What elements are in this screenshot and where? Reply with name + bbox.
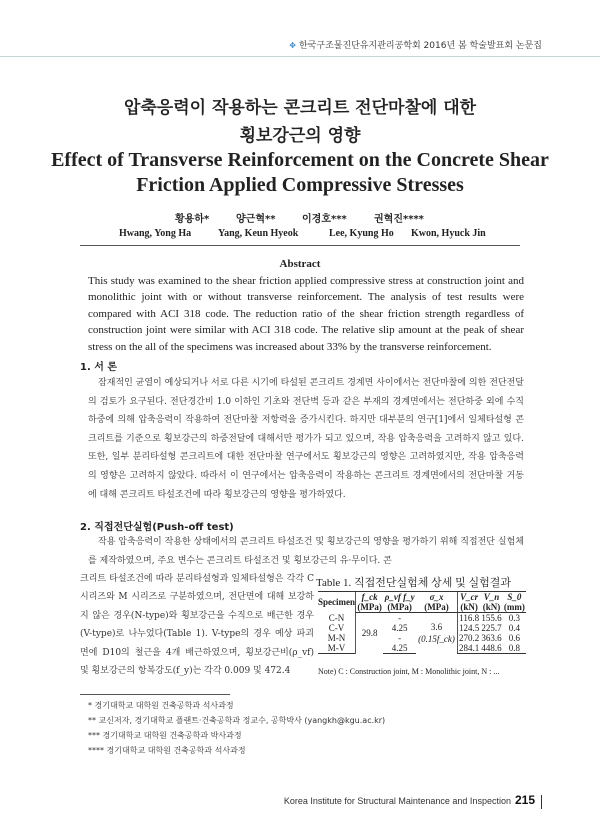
header-divider <box>0 56 600 57</box>
table-1-note: Note) C : Construction joint, M : Monolithic joint, N : ... <box>318 667 500 676</box>
section-1-heading: 1. 서 론 <box>80 362 118 373</box>
author-1-ko: 황용하* <box>175 214 210 225</box>
sigma-merged: 3.6 (0.15f_ck) <box>418 622 455 645</box>
unit-rho: (MPa) <box>383 602 416 613</box>
section-1-text: 잠재적인 균열이 예상되거나 서로 다른 시기에 타설된 콘크리트 경계면 사이에서는 전단마찰에 의한 전단전달의 검토가 요구된다. 전단경간비 1.0 이하인 기초와 전단벽 등과 같은 부재의 경계면에서는 전단하중 외에 수직하중에 의해 압축응력이 작용하여 전단마찰 저항력을 증가시킨다. 하지만 대부분의 연구[1]에서 일체타설형 콘크리트를 기준으로 횡보강근의 하중전달에 대해서만 평가가 되고 있으며, 작용 압축응력을 고려하지 않고 있다. 또한, 일부 분리타설형 콘크리트에 대한 전단마찰 연구에서도 횡보강근의 영향은 고려하였지만, 작용 압축응력의 영향은 고려하지 않았다. 따라서 이 연구에서는 압축응력이 작용하는 콘크리트 경계면에서의 전단마찰 거동에 대해 콘크리트 타설조건에 따라 횡보강근의 영향을 평가하였다. <box>88 378 524 500</box>
english-title: Effect of Transverse Reinforcement on the Concrete Shear Friction Applied Compressive Stresses <box>51 149 549 196</box>
col-vcr: V_cr <box>457 592 480 603</box>
col-fck: f_ck <box>356 592 384 603</box>
footnote-3: *** 경기대학교 대학원 건축공학과 박사과정 <box>88 731 242 740</box>
section-2-text-top: 작용 압축응력이 작용한 상태에서의 콘크리트 타설조건 및 횡보강근의 영향을 평가하기 위해 직접전단 실험체를 제작하였으며, 주요 변수는 콘크리트 타설조건 및 횡보강근의 유·무이다. 콘 <box>88 537 524 566</box>
author-4-en: Kwon, Hyuck Jin <box>411 228 486 239</box>
table-1 <box>318 591 526 654</box>
author-2-en: Yang, Keun Hyeok <box>218 228 299 239</box>
col-rho: ρ_vf f_y <box>384 592 415 602</box>
author-2-ko: 양근혁** <box>236 214 276 225</box>
section-2-heading: 2. 직접전단실험(Push-off test) <box>80 522 234 533</box>
unit-fck: (MPa) <box>357 602 382 612</box>
abstract-text: This study was examined to the shear friction applied compressive stress at construction joint and monolithic joint with or without transverse reinforcement. The analysis of test results were compared with ACI 318 code. The reduction ratio of the shear friction strength regardless of construction joint were similar with ACI 318 code. The relative slip amount at the peak of shear stress on the all of the specimens was increased about 33% by the transverse reinforcement. <box>88 275 524 353</box>
footnote-4: **** 경기대학교 대학원 건축공학과 석사과정 <box>88 746 246 755</box>
author-3-ko: 이경호*** <box>302 214 347 225</box>
col-sigma: σ_x <box>416 592 457 603</box>
abstract-heading: Abstract <box>279 258 321 270</box>
author-4-ko: 권혁진**** <box>374 214 424 225</box>
unit-sigma: (MPa) <box>416 602 457 613</box>
table-row: C-V 4.25 124.5 225.7 0.4 <box>328 623 520 633</box>
page-number: 215 <box>514 793 535 807</box>
unit-vcr: (kN) <box>457 602 480 613</box>
footnote-2: ** 교신저자, 경기대학교 플랜트·건축공학과 정교수, 공학박사 (yangkh@kgu.ac.kr) <box>88 716 386 725</box>
authors-divider <box>80 245 520 246</box>
unit-vn: (kN) <box>480 602 502 613</box>
section-2-text-left: 크리트 타설조건에 따라 분리타설형과 일체타설형은 각각 C 시리즈와 M 시리즈로 구분하였으며, 전단면에 대해 보강하지 않은 경우(N-type)와 횡보강근을 수직으로 배근한 경우(V-type)로 나누었다(Table 1). V-type의 경우 예상 파괴면에 D10의 철근을 4개 배근하였으며, 횡보강근비(ρ_vf) 및 횡보강근의 항복강도(f_y)는 각각 0.009 및 472.4 <box>80 574 314 677</box>
author-1-en: Hwang, Yong Ha <box>119 228 192 239</box>
table-1-caption: Table 1. 직접전단실험체 상세 및 실험결과 <box>316 577 512 589</box>
journal-header: ✥ 한국구조물진단유지관리공학회 2016년 봄 학술발표회 논문집 <box>289 41 542 51</box>
col-specimen: Specimen <box>318 592 356 613</box>
dots-icon: ✥ <box>289 41 296 50</box>
footnote-divider <box>80 694 230 695</box>
author-3-en: Lee, Kyung Ho <box>329 228 394 239</box>
footnote-1: * 경기대학교 대학원 건축공학과 석사과정 <box>88 701 234 710</box>
fck-merged: 29.8 <box>356 613 384 654</box>
col-vn: V_n <box>480 592 502 603</box>
table-row: M-N - 270.2 363.6 0.6 <box>327 633 520 643</box>
korean-title: 압축응력이 작용하는 콘크리트 전단마찰에 대한 횡보강근의 영향 <box>123 98 477 146</box>
table-row: M-V 4.25 284.1 448.6 0.8 <box>318 643 526 654</box>
table-row: C-N 29.8 - 3.6 (0.15f_ck) 116.8 155.6 0.3 <box>318 613 526 624</box>
unit-s0: (mm) <box>503 602 525 612</box>
page-footer: Korea Institute for Structural Maintenance and Inspection 215 <box>284 793 542 809</box>
col-s0: S_0 <box>503 592 526 603</box>
footer-bar <box>541 795 542 809</box>
